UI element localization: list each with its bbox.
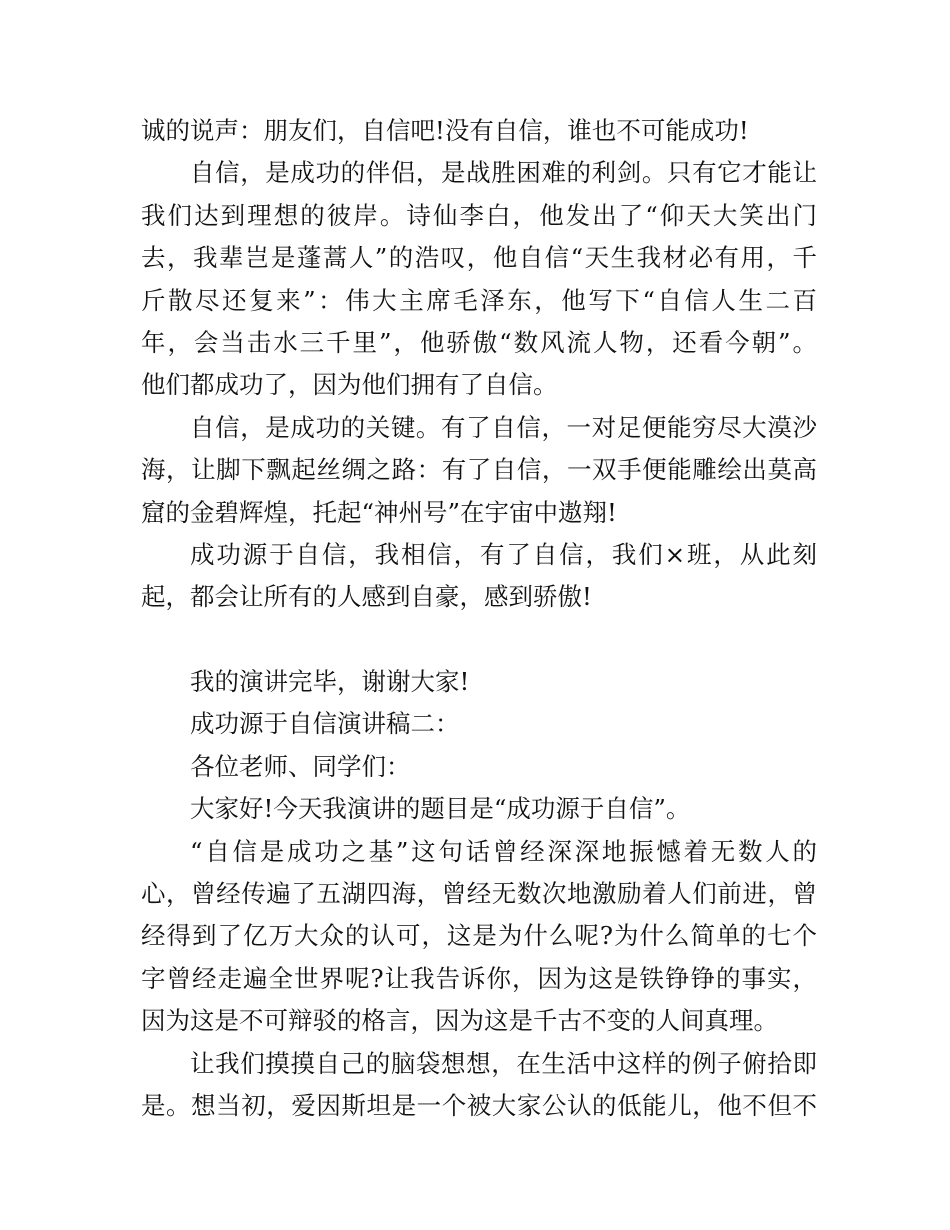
- text-line: 因为这是不可辩驳的格言，因为这是千古不变的人间真理。: [141, 1006, 778, 1036]
- closing-line: 我的演讲完毕，谢谢大家!: [190, 667, 470, 697]
- paragraph-first-line: “自信是成功之基”这句话曾经深深地振憾着无数人的: [190, 836, 817, 866]
- text-line: 窟的金碧辉煌，托起“神州号”在宇宙中遨翔!: [141, 497, 617, 527]
- text-line: 斤散尽还复来”：伟大主席毛泽东，他写下“自信人生二百: [141, 285, 817, 315]
- blank-line: [141, 619, 817, 661]
- text-line: 我们达到理想的彼岸。诗仙李白，他发出了“仰天大笑出门: [141, 200, 817, 230]
- document-body: [141, 110, 817, 1127]
- text-line: 他们都成功了，因为他们拥有了自信。: [141, 370, 558, 400]
- text-line: 海，让脚下飘起丝绸之路：有了自信，一双手便能雕绘出莫高: [141, 455, 817, 485]
- text-line: 是。想当初，爱因斯坦是一个被大家公认的低能儿，他不但不: [141, 1090, 817, 1120]
- paragraph-first-line: 让我们摸摸自己的脑袋想想，在生活中这样的例子俯拾即: [190, 1048, 817, 1078]
- greeting-line: 大家好!今天我演讲的题目是“成功源于自信”。: [190, 794, 691, 824]
- text-line: 心，曾经传遍了五湖四海，曾经无数次地激励着人们前进，曾: [141, 879, 817, 909]
- paragraph-first-line: 成功源于自信，我相信，有了自信，我们×班，从此刻: [190, 539, 817, 569]
- salutation: 各位老师、同学们：: [190, 751, 411, 781]
- text-line: 去，我辈岂是蓬蒿人”的浩叹，他自信“天生我材必有用，千: [141, 243, 817, 273]
- paragraph-first-line: 自信，是成功的伴侣，是战胜困难的利剑。只有它才能让: [190, 158, 817, 188]
- text-line: 年，会当击水三千里”，他骄傲“数风流人物，还看今朝”。: [141, 327, 817, 357]
- section-title: 成功源于自信演讲稿二：: [190, 709, 460, 739]
- text-line: 经得到了亿万大众的认可，这是为什么呢?为什么简单的七个: [141, 921, 817, 951]
- paragraph-first-line: 自信，是成功的关键。有了自信，一对足便能穷尽大漠沙: [190, 412, 817, 442]
- text-line: 诚的说声：朋友们，自信吧!没有自信，谁也不可能成功!: [141, 116, 749, 145]
- text-line: 字曾经走遍全世界呢?让我告诉你，因为这是铁铮铮的事实，: [141, 963, 817, 993]
- text-line: 起，都会让所有的人感到自豪，感到骄傲!: [141, 582, 592, 612]
